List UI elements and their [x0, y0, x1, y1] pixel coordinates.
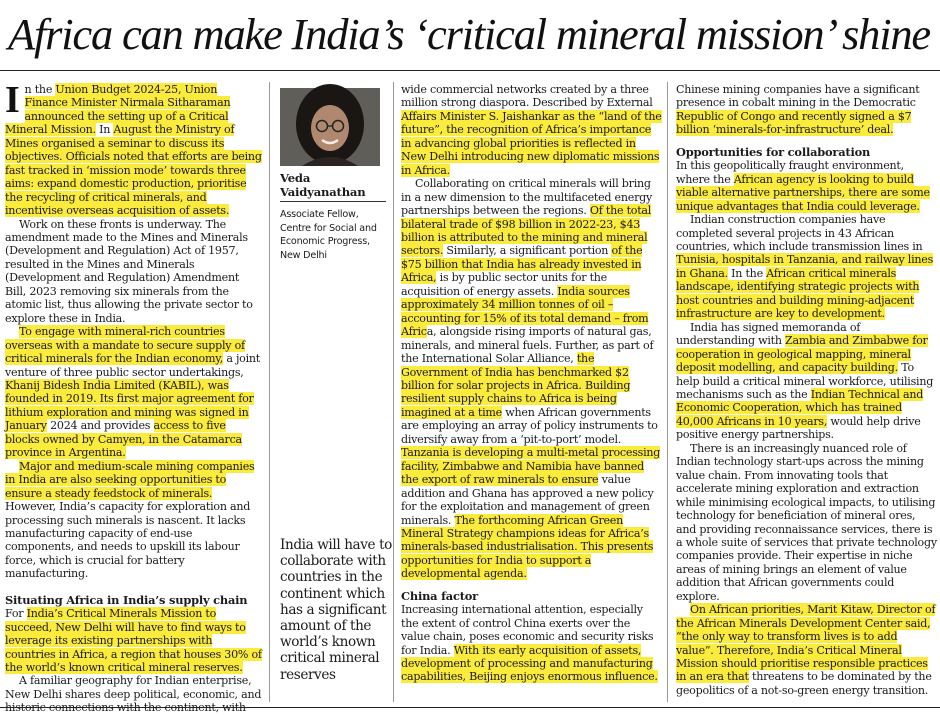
column-divider — [667, 82, 668, 702]
article-column-1 — [5, 79, 263, 715]
headline: Africa can make India’s ‘critical mineral mission’ shine — [8, 9, 930, 59]
paragraph: There is an increasingly nuanced role of Indian technology start-ups across the mining value chain. From innovating tools that accelerate mining exploration and extraction while minimising ecological impacts, to utilising technology for beneficiation of mineral ores, and providing reconnaissance services, there is a whole suite of services that private technology companies provide. Their expertise in niche areas of mining brings an element of value addition that African governments could explore. — [676, 441, 937, 603]
paragraph: Increasing international attention, especially the extent of control China exerts over the value chain, poses economic and security risks for India. With its early acquisition of assets, development of processing and manufacturing capabilities, Beijing enjoys enormous influence. — [401, 603, 658, 684]
paragraph: Work on these fronts is underway. The amendment made to the Mines and Minerals (Development and Regulation) Act of 1957, resulted in the Mines and Minerals (Development and Regulation) Amendment Bill, 2023 removing six minerals from the atomic list, thus allowing the private sector to explore these in India. — [5, 217, 253, 325]
article-column-3 — [401, 83, 662, 703]
article-column-4 — [676, 83, 938, 703]
paragraph: A familiar geography for Indian enterprise, New Delhi shares deep political, economic, and historic connections with the continent, with — [5, 674, 262, 715]
section-heading-supply-chain: Situating Africa in India’s supply chain — [5, 592, 248, 607]
paragraph: To engage with mineral-rich countries overseas with a mandate to secure supply of critical minerals for the Indian economy, a joint venture of three public sector undertakings, Khanij Bidesh India Limited (KABIL), was founded in 2019. Its first major agreement for lithium exploration and mining was signed in January 2024 and provides access to five blocks owned by Camyen, in the Catamarca province in Argentina. — [5, 325, 261, 460]
pull-quote: India will have to collaborate with countries in the continent which has a significant amount of the world’s known critical mineral reserves — [280, 537, 392, 683]
paragraph: In this geopolitically fraught environment, where the African agency is looking to build viable alternative partnerships, there are some unique advantages that India could leverage. — [676, 159, 930, 213]
paragraph: Chinese mining companies have a significant presence in cobalt mining in the Democratic Republic of Congo and recently signed a $7 billion ‘minerals-for-infrastructure’ deal. — [676, 83, 920, 137]
bottom-rule — [0, 707, 940, 708]
paragraph: For India’s Critical Minerals Mission to succeed, New Delhi will have to find ways to leverage its existing partnerships with countries in Africa, a region that houses 30% of the world’s known critical mineral reserves. — [5, 607, 262, 675]
author-photo — [280, 88, 380, 166]
byline-rule — [280, 201, 386, 202]
section-heading-collaboration: Opportunities for collaboration — [676, 144, 871, 159]
author-affiliation: Associate Fellow, Centre for Social and Economic Progress, New Delhi — [280, 209, 377, 261]
column-divider — [269, 82, 270, 702]
paragraph: Collaborating on critical minerals will bring in a new dimension to the multifaceted energy partnerships between the regions. Of the total bilateral trade of $98 billion in 2022-23, $43 billion is attributed to the mining and mineral sectors. Similarly, a significant portion of the $75 billion that India has already invested in Africa, is by public sector units for the acquisition of energy assets. India sources approximately 34 million tonnes of oil – accounting for 15% of its total demand – from Africa, alongside rising imports of natural gas, minerals, and mineral fuels. Further, as part of the International Solar Alliance, the Government of India has benchmarked $2 billion for solar projects in Africa. Building resilient supply chains to Africa is being imagined at a time when African governments are employing an array of policy instruments to diversify away from a ‘pit-to-port’ model. Tanzania is developing a multi-metal processing facility, Zimbabwe and Namibia have banned the export of raw minerals to ensure value addition and Ghana has approved a new policy for the exploitation and management of green minerals. The forthcoming African Green Mineral Strategy champions ideas for Africa’s minerals-based industrialisation. This presents opportunities for India to support a developmental agenda. — [401, 177, 661, 581]
paragraph: Indian construction companies have completed several projects in 43 African countries, which include transmission lines in Tunisia, hospitals in Tanzania, and railway lines in Ghana. In the African critical minerals landscape, identifying strategic projects with host countries and building mining-adjacent infrastructure are key to development. — [676, 213, 934, 321]
paragraph: On African priorities, Marit Kitaw, Director of the African Minerals Development Center said, “the only way to transform lives is to add value”. Therefore, India’s Critical Mineral Mission should prioritise responsible practices in an era that threatens to be dominated by the geopolitics of a not-so-green energy transition. — [676, 603, 936, 697]
column-divider — [393, 82, 394, 702]
paragraph: Major and medium-scale mining companies in India are also seeking opportunities to ensure a steady feedstock of minerals. However, India’s capacity for exploration and processing such minerals is nascent. It lacks manufacturing capacity of end-use components, and needs to upskill its labour force, which is crucial for battery manufacturing. — [5, 459, 255, 581]
paragraph: India has signed memoranda of understanding with Zambia and Zimbabwe for cooperation in geological mapping, mineral deposit modelling, and capacity building. To help build a critical mineral workforce, utilising mechanisms such as the Indian Technical and Economic Cooperation, which has trained 40,000 Africans in 10 years, would help drive positive energy partnerships. — [676, 320, 934, 442]
paragraph: In the Union Budget 2024-25, Union Finance Minister Nirmala Sitharaman announced the setting up of a Critical Mineral Mission. In August the Ministry of Mines organised a seminar to discuss its objectives. Officials noted that efforts are being fast tracked in ‘mission mode’ towards three aims: expand domestic production, prioritise the recycling of critical minerals, and incentivise overseas acquisition of assets. — [5, 79, 262, 218]
section-heading-china: China factor — [401, 588, 478, 603]
author-name: Veda Vaidyanathan — [280, 171, 366, 199]
paragraph: wide commercial networks created by a three million strong diaspora. Described by External Affairs Minister S. Jaishankar as the “land of the future”, the recognition of Africa’s importance in advancing global priorities is reflected in New Delhi introducing new diplomatic missions in Africa. — [401, 83, 662, 177]
top-rule — [0, 70, 940, 71]
drop-cap: I — [5, 79, 20, 121]
